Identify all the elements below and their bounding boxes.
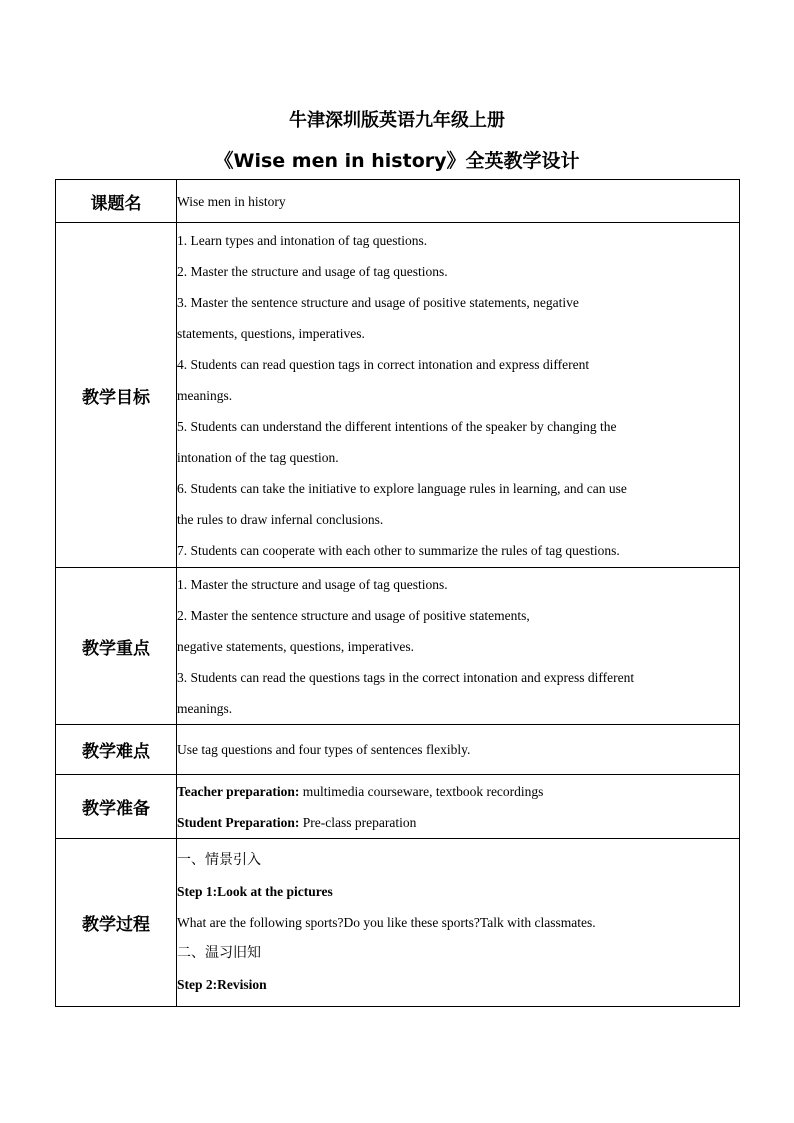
process-label: 教学过程: [56, 839, 177, 1007]
objective-line: meanings.: [177, 387, 233, 403]
process-row: [56, 839, 740, 1007]
process-cell: [177, 839, 740, 1007]
objective-line: the rules to draw infernal conclusions.: [177, 511, 384, 527]
teacher-preparation-text: multimedia courseware, textbook recordings: [302, 783, 544, 799]
objective-line: 4. Students can read question tags in correct intonation and express different: [177, 356, 590, 372]
key-points-label: 教学重点: [56, 568, 177, 725]
process-section-heading: 二、温习旧知: [177, 945, 261, 961]
objective-line: 2. Master the structure and usage of tag questions.: [177, 263, 448, 279]
topic-text: Wise men in history: [177, 193, 286, 209]
key-points-cell: [177, 568, 740, 725]
process-step-heading: Step 1:Look at the pictures: [177, 884, 333, 899]
key-points-row: [56, 568, 740, 725]
key-point-line: meanings.: [177, 700, 233, 716]
objectives-label: 教学目标: [56, 223, 177, 568]
key-point-line: 1. Master the structure and usage of tag questions.: [177, 576, 448, 592]
student-preparation-line: [177, 807, 739, 838]
process-step-heading: Step 2:Revision: [177, 977, 267, 992]
process-section-heading: 一、情景引入: [177, 852, 261, 868]
teacher-preparation-line: [177, 776, 739, 807]
objective-line: intonation of the tag question.: [177, 449, 339, 465]
key-point-line: 3. Students can read the questions tags in the correct intonation and express different: [177, 669, 635, 685]
topic-label: 课题名: [56, 180, 177, 223]
difficult-points-label: 教学难点: [56, 725, 177, 775]
difficult-points-cell: [177, 725, 740, 775]
preparation-cell: [177, 775, 740, 839]
topic-row: [56, 180, 740, 223]
objective-line: 1. Learn types and intonation of tag questions.: [177, 232, 428, 248]
objectives-row: [56, 223, 740, 568]
difficult-points-row: [56, 725, 740, 775]
preparation-row: [56, 775, 740, 839]
objective-line: 3. Master the sentence structure and usage of positive statements, negative: [177, 294, 579, 310]
document-subtitle: 《Wise men in history》全英教学设计: [214, 150, 580, 172]
key-point-line: 2. Master the sentence structure and usage of positive statements,: [177, 607, 530, 623]
teacher-preparation-label: Teacher preparation:: [177, 783, 300, 799]
student-preparation-label: Student Preparation:: [177, 814, 300, 830]
key-point-line: negative statements, questions, imperatives.: [177, 638, 414, 654]
lesson-plan-table: [55, 179, 740, 1007]
document-title: 牛津深圳版英语九年级上册: [289, 110, 505, 131]
objective-line: 7. Students can cooperate with each other to summarize the rules of tag questions.: [177, 542, 620, 558]
process-step-text: What are the following sports?Do you like these sports?Talk with classmates.: [177, 915, 596, 930]
student-preparation-text: Pre-class preparation: [302, 814, 417, 830]
objective-line: statements, questions, imperatives.: [177, 325, 365, 341]
preparation-label: 教学准备: [56, 775, 177, 839]
objective-line: 5. Students can understand the different intentions of the speaker by changing the: [177, 418, 617, 434]
topic-cell: [177, 180, 740, 223]
objective-line: 6. Students can take the initiative to explore language rules in learning, and can use: [177, 480, 627, 496]
difficult-points-text: Use tag questions and four types of sentences flexibly.: [177, 742, 471, 757]
objectives-cell: [177, 223, 740, 568]
